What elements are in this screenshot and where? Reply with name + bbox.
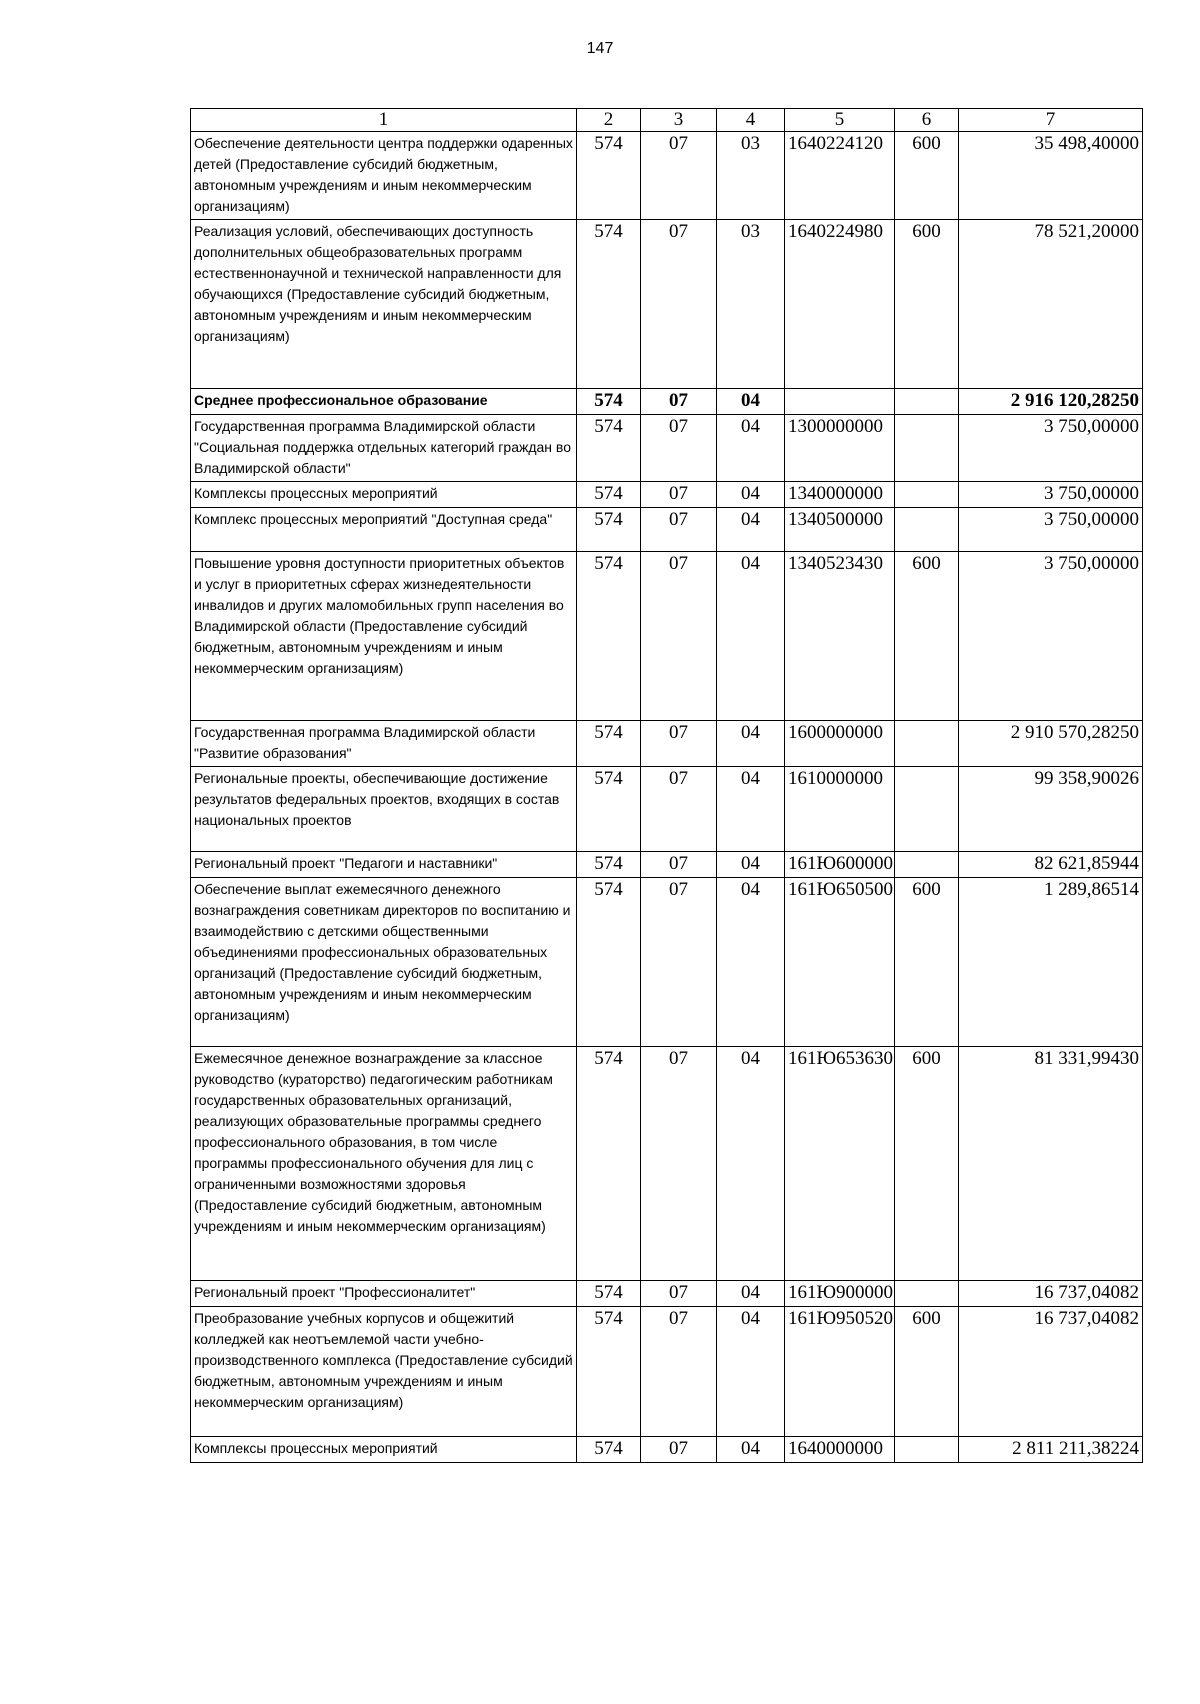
row-name: Обеспечение выплат ежемесячного денежного вознаграждения советникам директоров по воспитанию и взаимодействию с детскими общественными объединениями профессиональных образовательных организаций (Предоставление субсидий бюджетным, автономным учреждениям и иным некоммерческим организациям)	[191, 878, 577, 1047]
row-target-article: 161Ю950520	[785, 1307, 895, 1437]
row-amount: 2 916 120,28250	[959, 389, 1143, 415]
row-target-article: 1600000000	[785, 721, 895, 767]
table-row	[191, 1281, 1143, 1307]
row-expense-type: 600	[895, 878, 959, 1047]
row-subsection: 04	[717, 878, 785, 1047]
row-section: 07	[641, 389, 717, 415]
row-section: 07	[641, 878, 717, 1047]
row-name: Среднее профессиональное образование	[191, 389, 577, 415]
row-subsection: 04	[717, 482, 785, 508]
row-section: 07	[641, 482, 717, 508]
row-target-article: 161Ю600000	[785, 852, 895, 878]
row-section: 07	[641, 1047, 717, 1281]
table-row	[191, 415, 1143, 482]
row-ministry-code: 574	[577, 878, 641, 1047]
row-expense-type	[895, 852, 959, 878]
row-subsection: 04	[717, 389, 785, 415]
row-target-article: 1640224980	[785, 220, 895, 389]
header-cell: 1	[191, 109, 577, 132]
row-ministry-code: 574	[577, 1437, 641, 1463]
row-expense-type	[895, 415, 959, 482]
row-amount: 99 358,90026	[959, 767, 1143, 852]
row-name: Комплекс процессных мероприятий "Доступная среда"	[191, 508, 577, 552]
row-ministry-code: 574	[577, 508, 641, 552]
row-ministry-code: 574	[577, 852, 641, 878]
row-section: 07	[641, 132, 717, 220]
row-ministry-code: 574	[577, 132, 641, 220]
row-name: Региональные проекты, обеспечивающие достижение результатов федеральных проектов, входящих в состав национальных проектов	[191, 767, 577, 852]
row-ministry-code: 574	[577, 767, 641, 852]
row-subsection: 04	[717, 1307, 785, 1437]
row-subsection: 04	[717, 852, 785, 878]
row-subsection: 04	[717, 721, 785, 767]
row-subsection: 04	[717, 508, 785, 552]
row-amount: 16 737,04082	[959, 1281, 1143, 1307]
row-section: 07	[641, 1307, 717, 1437]
row-expense-type	[895, 508, 959, 552]
row-ministry-code: 574	[577, 721, 641, 767]
table-row	[191, 721, 1143, 767]
row-name: Государственная программа Владимирской области "Социальная поддержка отдельных категорий граждан во Владимирской области"	[191, 415, 577, 482]
row-section: 07	[641, 508, 717, 552]
table-row	[191, 132, 1143, 220]
row-expense-type	[895, 1437, 959, 1463]
table-row	[191, 852, 1143, 878]
row-section: 07	[641, 415, 717, 482]
table-header-row	[191, 109, 1143, 132]
row-section: 07	[641, 220, 717, 389]
row-section: 07	[641, 767, 717, 852]
table-row-section-total	[191, 389, 1143, 415]
row-expense-type: 600	[895, 132, 959, 220]
row-target-article: 1340523430	[785, 552, 895, 721]
row-amount: 82 621,85944	[959, 852, 1143, 878]
row-section: 07	[641, 721, 717, 767]
row-name: Региональный проект "Педагоги и наставники"	[191, 852, 577, 878]
row-name: Преобразование учебных корпусов и общежитий колледжей как неотъемлемой части учебно-производственного комплекса (Предоставление субсидий бюджетным, автономным учреждениям и иным некоммерческим организациям)	[191, 1307, 577, 1437]
row-ministry-code: 574	[577, 1281, 641, 1307]
row-expense-type: 600	[895, 1047, 959, 1281]
row-ministry-code: 574	[577, 1307, 641, 1437]
row-amount: 2 811 211,38224	[959, 1437, 1143, 1463]
row-name: Обеспечение деятельности центра поддержки одаренных детей (Предоставление субсидий бюджетным, автономным учреждениям и иным некоммерческим организациям)	[191, 132, 577, 220]
row-amount: 81 331,99430	[959, 1047, 1143, 1281]
row-expense-type	[895, 389, 959, 415]
row-ministry-code: 574	[577, 552, 641, 721]
row-target-article: 1610000000	[785, 767, 895, 852]
row-amount: 78 521,20000	[959, 220, 1143, 389]
header-cell: 5	[785, 109, 895, 132]
row-subsection: 04	[717, 1047, 785, 1281]
row-target-article: 161Ю653630	[785, 1047, 895, 1281]
row-section: 07	[641, 1281, 717, 1307]
table-row	[191, 482, 1143, 508]
row-expense-type	[895, 721, 959, 767]
row-expense-type: 600	[895, 1307, 959, 1437]
row-name: Комплексы процессных мероприятий	[191, 1437, 577, 1463]
row-expense-type	[895, 767, 959, 852]
table-row	[191, 220, 1143, 389]
header-cell: 2	[577, 109, 641, 132]
row-section: 07	[641, 552, 717, 721]
row-expense-type	[895, 482, 959, 508]
row-target-article: 161Ю650500	[785, 878, 895, 1047]
row-name: Государственная программа Владимирской области "Развитие образования"	[191, 721, 577, 767]
row-expense-type: 600	[895, 220, 959, 389]
row-amount: 3 750,00000	[959, 482, 1143, 508]
row-expense-type	[895, 1281, 959, 1307]
row-subsection: 03	[717, 132, 785, 220]
row-ministry-code: 574	[577, 1047, 641, 1281]
table-row	[191, 767, 1143, 852]
row-subsection: 04	[717, 1437, 785, 1463]
row-amount: 16 737,04082	[959, 1307, 1143, 1437]
row-name: Региональный проект "Профессионалитет"	[191, 1281, 577, 1307]
row-ministry-code: 574	[577, 415, 641, 482]
row-ministry-code: 574	[577, 389, 641, 415]
row-name: Комплексы процессных мероприятий	[191, 482, 577, 508]
budget-table	[190, 108, 1143, 1463]
row-amount: 2 910 570,28250	[959, 721, 1143, 767]
row-ministry-code: 574	[577, 482, 641, 508]
row-subsection: 04	[717, 415, 785, 482]
table-row	[191, 1307, 1143, 1437]
row-subsection: 03	[717, 220, 785, 389]
row-target-article: 1340500000	[785, 508, 895, 552]
header-cell: 6	[895, 109, 959, 132]
row-target-article: 1340000000	[785, 482, 895, 508]
row-amount: 1 289,86514	[959, 878, 1143, 1047]
row-target-article: 161Ю900000	[785, 1281, 895, 1307]
header-cell: 3	[641, 109, 717, 132]
row-section: 07	[641, 1437, 717, 1463]
row-target-article: 1640000000	[785, 1437, 895, 1463]
table-row	[191, 508, 1143, 552]
header-cell: 7	[959, 109, 1143, 132]
table-row	[191, 552, 1143, 721]
row-name: Повышение уровня доступности приоритетных объектов и услуг в приоритетных сферах жизнедеятельности инвалидов и других маломобильных групп населения во Владимирской области (Предоставление субсидий бюджетным, автономным учреждениям и иным некоммерческим организациям)	[191, 552, 577, 721]
table-row	[191, 1437, 1143, 1463]
row-name: Реализация условий, обеспечивающих доступность дополнительных общеобразовательных программ естественнонаучной и технической направленности для обучающихся (Предоставление субсидий бюджетным, автономным учреждениям и иным некоммерческим организациям)	[191, 220, 577, 389]
table-row	[191, 878, 1143, 1047]
table-row	[191, 1047, 1143, 1281]
row-name: Ежемесячное денежное вознаграждение за классное руководство (кураторство) педагогическим работникам государственных образовательных организаций, реализующих образовательные программы среднего профессионального образования, в том числе программы профессионального обучения для лиц с ограниченными возможностями здоровья (Предоставление субсидий бюджетным, автономным учреждениям и иным некоммерческим организациям)	[191, 1047, 577, 1281]
row-amount: 3 750,00000	[959, 508, 1143, 552]
row-subsection: 04	[717, 552, 785, 721]
row-amount: 35 498,40000	[959, 132, 1143, 220]
row-expense-type: 600	[895, 552, 959, 721]
header-cell: 4	[717, 109, 785, 132]
row-ministry-code: 574	[577, 220, 641, 389]
row-subsection: 04	[717, 767, 785, 852]
row-amount: 3 750,00000	[959, 415, 1143, 482]
page-number: 147	[586, 40, 614, 57]
row-subsection: 04	[717, 1281, 785, 1307]
row-target-article	[785, 389, 895, 415]
row-amount: 3 750,00000	[959, 552, 1143, 721]
row-target-article: 1300000000	[785, 415, 895, 482]
row-target-article: 1640224120	[785, 132, 895, 220]
row-section: 07	[641, 852, 717, 878]
